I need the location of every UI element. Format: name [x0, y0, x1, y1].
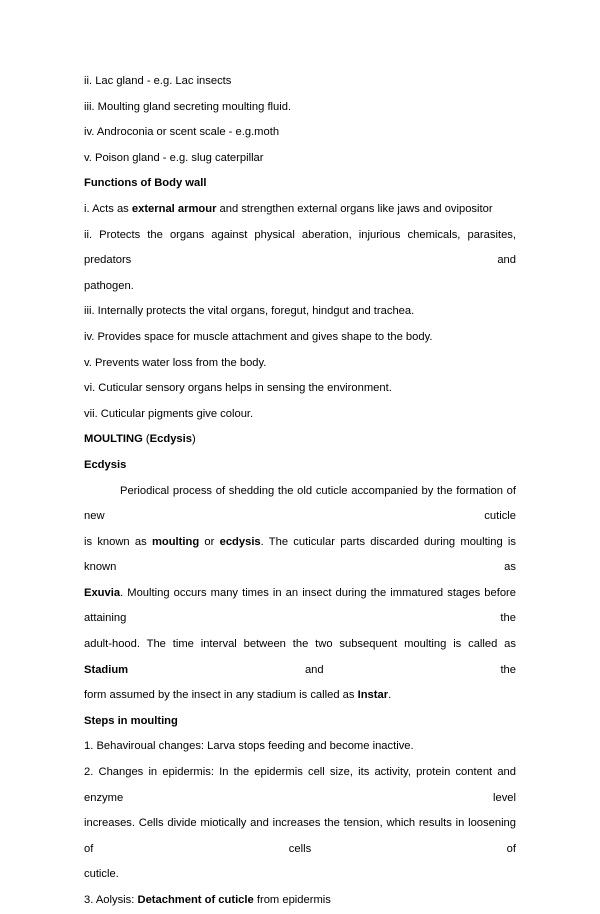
- moulting-heading-close: ): [191, 433, 196, 446]
- function-item-v: v. Prevents water loss from the body.: [84, 356, 267, 369]
- moulting-heading: [84, 427, 516, 453]
- gland-item-iv: iv. Androconia or scent scale - e.g.moth: [84, 126, 280, 139]
- ecdysis-para-line2: [84, 530, 516, 581]
- ecdysis-para-line5-c: .: [388, 689, 392, 702]
- function-item-ii-line2: pathogen.: [84, 279, 134, 292]
- ecdysis-para-line5-a: form assumed by the insect in any stadium is called as: [84, 689, 358, 702]
- function-item-i-suffix: and strengthen external organs like jaws and ovipositor: [216, 202, 493, 215]
- function-item-i: [84, 197, 516, 223]
- ecdysis-subheading: Ecdysis: [84, 458, 127, 471]
- ecdysis-para-line4-a: adult-hood. The time interval between the two subsequent moulting is called as: [84, 638, 516, 651]
- step-3: [84, 888, 516, 914]
- function-item-vii: vii. Cuticular pigments give colour.: [84, 407, 254, 420]
- ecdysis-para-line1: Periodical process of shedding the old cuticle accompanied by the formation of new cuticle: [84, 484, 516, 523]
- ecdysis-para-line2-a: is known as: [84, 535, 152, 548]
- function-item-iv: iv. Provides space for muscle attachment and gives shape to the body.: [84, 330, 433, 343]
- step-2-line2: increases. Cells divide miotically and increases the tension, which results in loosening of cells of: [84, 817, 516, 855]
- gland-item-ii: ii. Lac gland - e.g. Lac insects: [84, 75, 232, 87]
- function-item-i-bold: external armour: [131, 202, 217, 215]
- ecdysis-para-line3: [84, 581, 516, 632]
- gland-item-v: v. Poison gland - e.g. slug caterpillar: [84, 151, 264, 164]
- ecdysis-term-ecdysis: ecdysis: [219, 535, 261, 548]
- steps-heading: Steps in moulting: [84, 714, 178, 727]
- ecdysis-para-line4-c: and the: [128, 663, 516, 676]
- functions-heading: Functions of Body wall: [84, 177, 207, 190]
- function-item-ii-line1: ii. Protects the organs against physical aberation, injurious chemicals, parasites, predators and: [84, 228, 516, 267]
- gland-item-iii: iii. Moulting gland secreting moulting fluid.: [84, 100, 292, 113]
- ecdysis-term-exuvia: Exuvia: [84, 586, 121, 599]
- ecdysis-para-line2-c: or: [199, 535, 220, 548]
- ecdysis-para-line3-b: . Moulting occurs many times in an insect during the immatured stages before attaining the: [84, 586, 516, 625]
- moulting-heading-bold: MOULTING: [84, 433, 143, 446]
- ecdysis-para-line4: [84, 632, 516, 683]
- step-2-line1: 2. Changes in epidermis: In the epidermis cell size, its activity, protein content and enzyme level: [84, 766, 516, 804]
- ecdysis-para-line2-e: . The cuticular parts discarded during moulting is known as: [84, 535, 516, 574]
- ecdysis-term-instar: Instar: [357, 689, 389, 702]
- step-3-a: 3. Aolysis:: [84, 894, 138, 906]
- step-3-bold: Detachment of cuticle: [137, 894, 254, 906]
- function-item-vi: vi. Cuticular sensory organs helps in sensing the environment.: [84, 382, 392, 395]
- step-2-line3: cuticle.: [84, 868, 119, 881]
- function-item-i-prefix: i. Acts as: [84, 202, 132, 215]
- ecdysis-term-moulting: moulting: [151, 535, 200, 548]
- ecdysis-term-stadium: Stadium: [84, 663, 129, 676]
- function-item-iii: iii. Internally protects the vital organs, foregut, hindgut and trachea.: [84, 305, 415, 318]
- moulting-heading-term: Ecdysis: [149, 433, 192, 446]
- moulting-heading-open: (: [142, 433, 150, 446]
- ecdysis-para-line5: [84, 683, 516, 709]
- step-1: 1. Behaviroual changes: Larva stops feeding and become inactive.: [84, 740, 414, 753]
- step-3-c: from epidermis: [253, 894, 331, 906]
